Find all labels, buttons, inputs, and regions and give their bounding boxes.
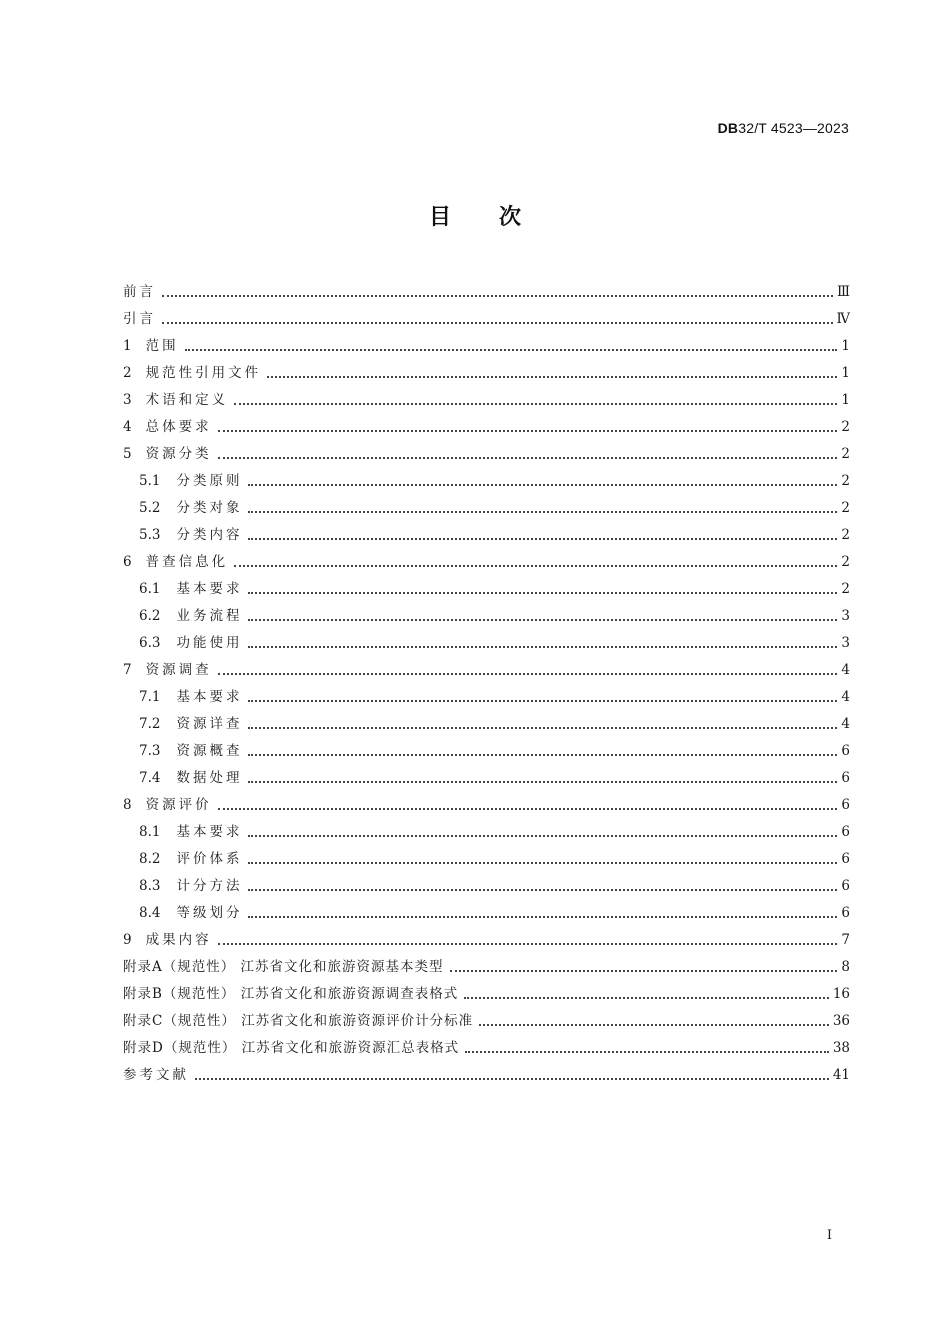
toc-dot-leader (218, 672, 838, 675)
toc-entry-number: 6.1 (139, 581, 161, 597)
toc-entry-label: 附录B（规范性） 江苏省文化和旅游资源调查表格式 (123, 986, 459, 1002)
toc-entry-label: 计分方法 (176, 878, 243, 894)
document-code-number: 32/T 4523—2023 (738, 120, 849, 136)
toc-entry-number: 7.2 (139, 716, 161, 732)
toc-entry[interactable] (123, 333, 850, 360)
toc-entry-page: 4 (841, 716, 850, 732)
toc-dot-leader (248, 726, 837, 729)
toc-entry-number: 7.4 (139, 770, 161, 786)
toc-entry-label: 附录C（规范性） 江苏省文化和旅游资源评价计分标准 (123, 1013, 474, 1029)
toc-entry-page: 41 (832, 1067, 850, 1083)
toc-entry-page: 8 (841, 959, 850, 975)
toc-entry[interactable] (123, 414, 850, 441)
toc-entry-page: 6 (841, 851, 850, 867)
toc-entry-label: 附录A（规范性） 江苏省文化和旅游资源基本类型 (123, 959, 444, 975)
toc-entry[interactable] (123, 522, 850, 549)
toc-entry-label: 分类内容 (176, 527, 243, 543)
toc-dot-leader (248, 618, 837, 621)
toc-dot-leader (465, 1050, 829, 1053)
toc-entry[interactable] (123, 1062, 850, 1089)
toc-entry-label: 功能使用 (176, 635, 243, 651)
toc-entry-label: 等级划分 (176, 905, 243, 921)
toc-entry-page: 6 (841, 770, 850, 786)
page-number: Ⅰ (826, 1228, 832, 1243)
toc-dot-leader (185, 348, 838, 351)
toc-entry-page: 2 (841, 446, 850, 462)
toc-entry-label: 规范性引用文件 (145, 365, 262, 381)
toc-dot-leader (234, 402, 837, 405)
toc-entry-label: 术语和定义 (145, 392, 229, 408)
toc-entry-page: 4 (841, 689, 850, 705)
toc-entry-number: 4 (123, 419, 132, 435)
toc-entry-page: 7 (841, 932, 850, 948)
toc-entry-page: 1 (841, 338, 850, 354)
toc-entry-page: 16 (832, 986, 850, 1002)
toc-entry-number: 8.2 (139, 851, 161, 867)
toc-dot-leader (248, 915, 837, 918)
toc-entry-page: 3 (841, 608, 850, 624)
toc-entry-number: 6 (123, 554, 132, 570)
toc-entry-page: 2 (841, 527, 850, 543)
toc-entry-label: 附录D（规范性） 江苏省文化和旅游资源汇总表格式 (123, 1040, 460, 1056)
document-code-prefix: DB (717, 120, 739, 136)
toc-dot-leader (248, 861, 837, 864)
toc-entry-label: 资源分类 (145, 446, 212, 462)
toc-entry-number: 7.1 (139, 689, 161, 705)
page-title: 目次 (428, 205, 569, 230)
toc-entry-page: 6 (841, 824, 850, 840)
toc-entry-page: Ⅲ (836, 284, 850, 300)
toc-entry-number: 5.1 (139, 473, 161, 489)
toc-entry-label: 参考文献 (123, 1067, 189, 1083)
toc-entry[interactable] (123, 441, 850, 468)
toc-entry-number: 7 (123, 662, 132, 678)
toc-dot-leader (162, 294, 833, 297)
toc-entry[interactable] (123, 981, 850, 1008)
toc-entry-page: 6 (841, 878, 850, 894)
toc-dot-leader (248, 591, 837, 594)
toc-entry-label: 分类对象 (176, 500, 243, 516)
toc-entry-page: 2 (841, 554, 850, 570)
toc-entry-number: 9 (123, 932, 132, 948)
toc-entry-page: 6 (841, 905, 850, 921)
toc-entry-number: 8 (123, 797, 132, 813)
toc-entry-page: 36 (832, 1013, 850, 1029)
toc-entry-number: 1 (123, 338, 132, 354)
toc-entry-label: 前言 (123, 284, 156, 300)
toc-entry[interactable] (123, 630, 850, 657)
toc-entry-number: 8.1 (139, 824, 161, 840)
toc-entry-page: 2 (841, 473, 850, 489)
toc-entry-page: 6 (841, 743, 850, 759)
table-of-contents (123, 279, 850, 1089)
toc-entry-number: 8.4 (139, 905, 161, 921)
toc-entry-label: 数据处理 (176, 770, 243, 786)
toc-dot-leader (248, 645, 837, 648)
toc-entry-label: 业务流程 (176, 608, 243, 624)
toc-entry-page: 2 (841, 500, 850, 516)
toc-entry[interactable] (123, 495, 850, 522)
toc-dot-leader (234, 564, 837, 567)
toc-dot-leader (248, 537, 837, 540)
toc-entry[interactable] (123, 927, 850, 954)
toc-entry-number: 8.3 (139, 878, 161, 894)
toc-dot-leader (479, 1023, 829, 1026)
toc-dot-leader (248, 753, 837, 756)
toc-entry-label: 普查信息化 (145, 554, 229, 570)
toc-entry-label: 评价体系 (176, 851, 243, 867)
toc-entry[interactable] (123, 792, 850, 819)
toc-entry[interactable] (123, 900, 850, 927)
toc-entry-number: 5.2 (139, 500, 161, 516)
toc-entry[interactable] (123, 603, 850, 630)
toc-dot-leader (248, 834, 837, 837)
toc-entry[interactable] (123, 360, 850, 387)
toc-entry[interactable] (123, 576, 850, 603)
toc-entry[interactable] (123, 684, 850, 711)
toc-dot-leader (267, 375, 837, 378)
toc-entry[interactable] (123, 1035, 850, 1062)
toc-entry-page: 6 (841, 797, 850, 813)
toc-entry[interactable] (123, 549, 850, 576)
toc-entry-label: 资源详查 (176, 716, 243, 732)
toc-entry[interactable] (123, 468, 850, 495)
toc-entry-label: 基本要求 (176, 581, 243, 597)
toc-entry[interactable] (123, 711, 850, 738)
toc-entry-page: 3 (841, 635, 850, 651)
toc-dot-leader (464, 996, 829, 999)
toc-entry-label: 基本要求 (176, 824, 243, 840)
toc-entry[interactable] (123, 738, 850, 765)
toc-entry[interactable] (123, 279, 850, 306)
toc-entry-number: 2 (123, 365, 132, 381)
toc-entry-page: 4 (841, 662, 850, 678)
toc-entry[interactable] (123, 873, 850, 900)
toc-entry[interactable] (123, 819, 850, 846)
toc-dot-leader (248, 483, 837, 486)
toc-entry[interactable] (123, 846, 850, 873)
toc-entry[interactable] (123, 1008, 850, 1035)
toc-entry-number: 5 (123, 446, 132, 462)
toc-entry-label: 总体要求 (145, 419, 212, 435)
toc-entry-page: 2 (841, 581, 850, 597)
toc-entry-label: 范围 (145, 338, 179, 354)
toc-entry-page: 38 (832, 1040, 850, 1056)
toc-entry-page: Ⅳ (836, 311, 850, 327)
toc-entry-label: 基本要求 (176, 689, 243, 705)
toc-entry-label: 成果内容 (145, 932, 212, 948)
toc-entry-number: 5.3 (139, 527, 161, 543)
toc-dot-leader (248, 888, 837, 891)
toc-entry[interactable] (123, 657, 850, 684)
toc-entry-label: 引言 (123, 311, 156, 327)
toc-entry-page: 1 (841, 392, 850, 408)
toc-entry-number: 7.3 (139, 743, 161, 759)
toc-entry[interactable] (123, 306, 850, 333)
document-code (718, 120, 849, 136)
toc-entry-number: 6.2 (139, 608, 161, 624)
toc-entry-number: 3 (123, 392, 132, 408)
toc-dot-leader (162, 321, 833, 324)
toc-entry-page: 2 (841, 419, 850, 435)
toc-dot-leader (218, 807, 838, 810)
toc-entry-number: 6.3 (139, 635, 161, 651)
toc-entry[interactable] (123, 765, 850, 792)
toc-dot-leader (218, 456, 838, 459)
toc-dot-leader (218, 429, 838, 432)
toc-dot-leader (248, 510, 837, 513)
toc-entry-label: 资源评价 (145, 797, 212, 813)
toc-entry-label: 资源概查 (176, 743, 243, 759)
toc-dot-leader (248, 699, 837, 702)
toc-entry-label: 资源调查 (145, 662, 212, 678)
toc-entry-label: 分类原则 (176, 473, 243, 489)
toc-dot-leader (218, 942, 838, 945)
toc-entry-page: 1 (841, 365, 850, 381)
toc-dot-leader (248, 780, 837, 783)
toc-entry[interactable] (123, 954, 850, 981)
toc-entry[interactable] (123, 387, 850, 414)
toc-dot-leader (450, 969, 838, 972)
toc-dot-leader (195, 1077, 829, 1080)
